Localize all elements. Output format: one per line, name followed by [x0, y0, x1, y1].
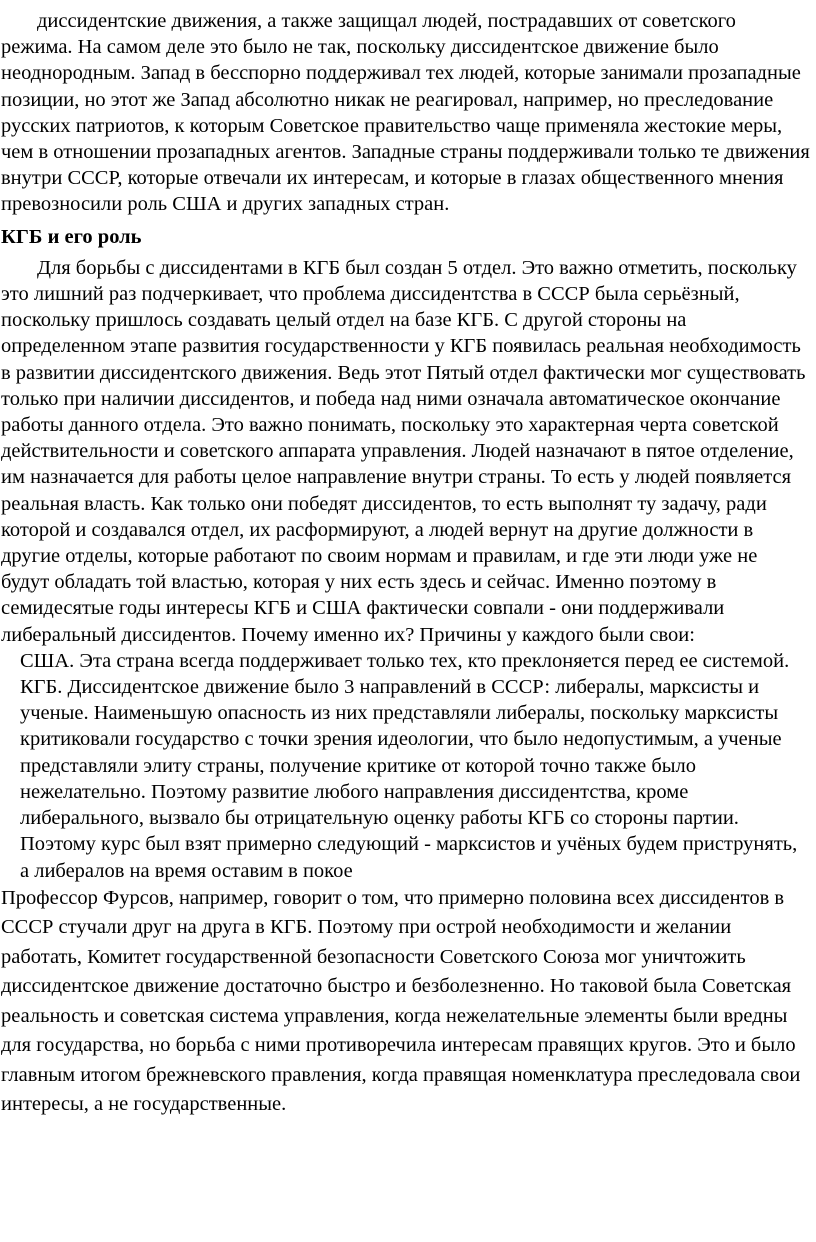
paragraph-intro: диссидентские движения, а также защищал людей, пострадавших от советского режима. На самом деле это было не так, поскольку диссидентское движение было неоднородным. Запад в бесспорно поддерживал тех людей, которые занимали прозападные позиции, но этот же Запад абсолютно никак не реагировал, например, но преследование русских патриотов, к которым Советское правительство чаще применяла жестокие меры, чем в отношении прозападных агентов. Западные страны поддерживали только те движения внутри СССР, которые отвечали их интересам, и которые в глазах общественного мнения превозносили роль США и других западных стран. — [1, 10, 810, 216]
paragraph-final: Профессор Фурсов, например, говорит о том, что примерно половина всех диссидентов в СССР стучали друг на друга в КГБ. Поэтому при острой необходимости и желании работать, Комитет государственной безопасности Советского Союза мог уничтожить диссидентское движение достаточно быстро и безболезненно. Но таковой была Советская реальность и советская система управления, когда нежелательные элементы были вредны для государства, но борьба с ними противоречила интересам правящих кругов. Это и было главным итогом брежневского правления, когда правящая номенклатура преследовала свои интересы, а не государственные. — [1, 886, 801, 1116]
list-item-kgb: КГБ. Диссидентское движение было 3 направлений в СССР: либералы, марксисты и ученые. Наименьшую опасность из них представляли либералы, поскольку марксисты критиковали государство с точки зрения идеологии, что было недопустимым, а ученые представляли элиту страны, получение критике от которой точно также было нежелательно. Поэтому развитие любого направления диссидентства, кроме либерального, вызвало бы отрицательную оценку работы КГБ со стороны партии. Поэтому курс был взят примерно следующий - марксистов и учёных будем приструнять, а либералов на время оставим в покое — [20, 676, 798, 882]
paragraph-main: Для борьбы с диссидентами в КГБ был создан 5 отдел. Это важно отметить, поскольку это лишний раз подчеркивает, что проблема диссидентства в СССР была серьёзный, поскольку пришлось создавать целый отдел на базе КГБ. С другой стороны на определенном этапе развития государственности у КГБ появилась реальная необходимость в развитии диссидентского движения. Ведь этот Пятый отдел фактически мог существовать только при наличии диссидентов, и победа над ними означала автоматическое окончание работы данного отдела. Это важно понимать, поскольку это характерная черта советской действительности и советского аппарата управления. Людей назначают в пятое отделение, им назначается для работы целое направление внутри страны. То есть у людей появляется реальная власть. Как только они победят диссидентов, то есть выполнят ту задачу, ради которой и создавался отдел, их расформируют, а людей вернут на другие должности в другие отделы, которые работают по своим нормам и правилам, и где эти люди уже не будут обладать той властью, которая у них есть здесь и сейчас. Именно поэтому в семидесятые годы интересы КГБ и США фактически совпали - они поддерживали либеральный диссидентов. Почему именно их? Причины у каждого были свои: — [1, 256, 806, 646]
section-heading: КГБ и его роль — [1, 225, 142, 248]
reasons-list — [1, 648, 810, 884]
list-item-usa: США. Эта страна всегда поддерживает только тех, кто преклоняется перед ее системой. — [20, 649, 790, 672]
